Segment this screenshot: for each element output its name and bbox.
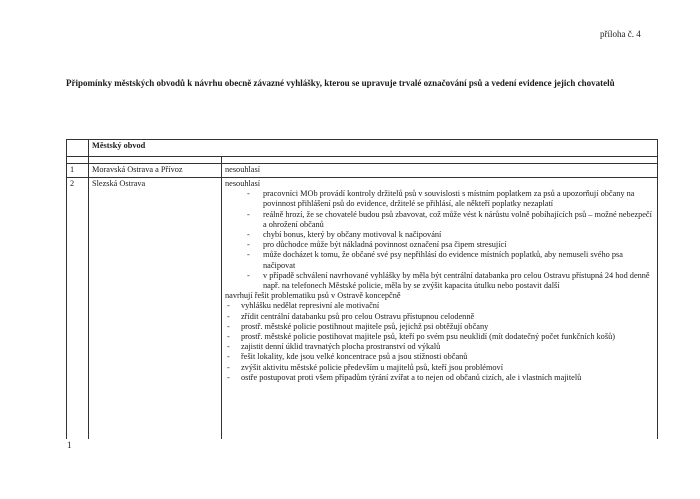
list-item: - zajistit denní úklid travnatých plocha prostranství od výkalů [225,342,654,352]
annex-label: příloha č. 4 [600,29,641,39]
row-district: Moravská Ostrava a Přívoz [89,164,222,178]
document-title: Připomínky městských obvodů k návrhu obecně závazné vyhlášky, kterou se upravuje trvalé označování psů a vedení evidence jejich chovatelů [66,78,615,88]
list-item: - v případě schválení navrhované vyhlášky by měla být centrální databanka pro celou Ostravu přístupná 24 hod denně např. na telefonech Městské policie, měla by se zvýšit kapacita útulku nebo postavit další [225,271,654,291]
proposals-heading: navrhují řešit problematiku psů v Ostravě koncepčně [225,291,401,301]
list-item: - může docházet k tomu, že občané své psy nepřihlásí do evidence místních poplatků, aby nemuseli svého psa načipovat [225,250,654,270]
list-item: - pro důchodce může být nákladná povinnost označení psa čipem stresující [225,240,654,250]
list-item: - zvýšit aktivitu městské policie především u majitelů psů, kteří jsou problémoví [225,363,654,373]
list-item: - prostř. městské policie postihovat majitele psů, kteří po svém psu neuklidí (mít dodatečný počet funkčních košů) [225,332,654,342]
list-item: - reálně hrozí, že se chovatelé budou psů zbavovat, což může vést k nárůstu volně pobíhajících psů – možné nebezpečí a ohrožení občanů [225,210,654,230]
proposals-list [225,301,654,383]
list-item: - chybí bonus, který by občany motivoval k načipování [225,230,654,240]
row-details [222,178,658,440]
list-item: - zřídit centrální databanku psů pro celou Ostravu přístupnou celodenně [225,312,654,322]
list-item: - řešit lokality, kde jsou velké koncentrace psů a jsou stížnosti občanů [225,352,654,362]
row-district: Slezská Ostrava [89,178,222,440]
comments-table [66,139,658,439]
row-opinion: nesouhlasí [225,179,261,188]
page-number: 1 [67,440,72,450]
header-district: Městský obvod [89,140,658,157]
list-item: - prostř. městské policie postihnout majitele psů, jejichž psi obtěžují občany [225,322,654,332]
list-item: - pracovníci MOb provádí kontroly držitelů psů v souvislosti s místním poplatkem za psů a upozorňují občany na povinnost přihlášení psů do evidence, držitelé se přihlásí, ale někteří poplatky nezaplatí [225,189,654,209]
table-row [67,164,658,178]
table-row [67,178,658,440]
list-item: - vyhlášku nedělat represivní ale motivační [225,301,654,311]
table-header-row [67,140,658,157]
row-number: 1 [67,164,89,178]
list-item: - ostře postupovat proti všem případům týrání zvířat a to nejen od občanů cizích, ale i vlastních majitelů [225,373,654,383]
row-opinion: nesouhlasí [222,164,658,178]
table-spacer-row [67,157,658,164]
header-empty-cell [67,140,89,157]
row-number: 2 [67,178,89,440]
objections-list [225,189,654,291]
